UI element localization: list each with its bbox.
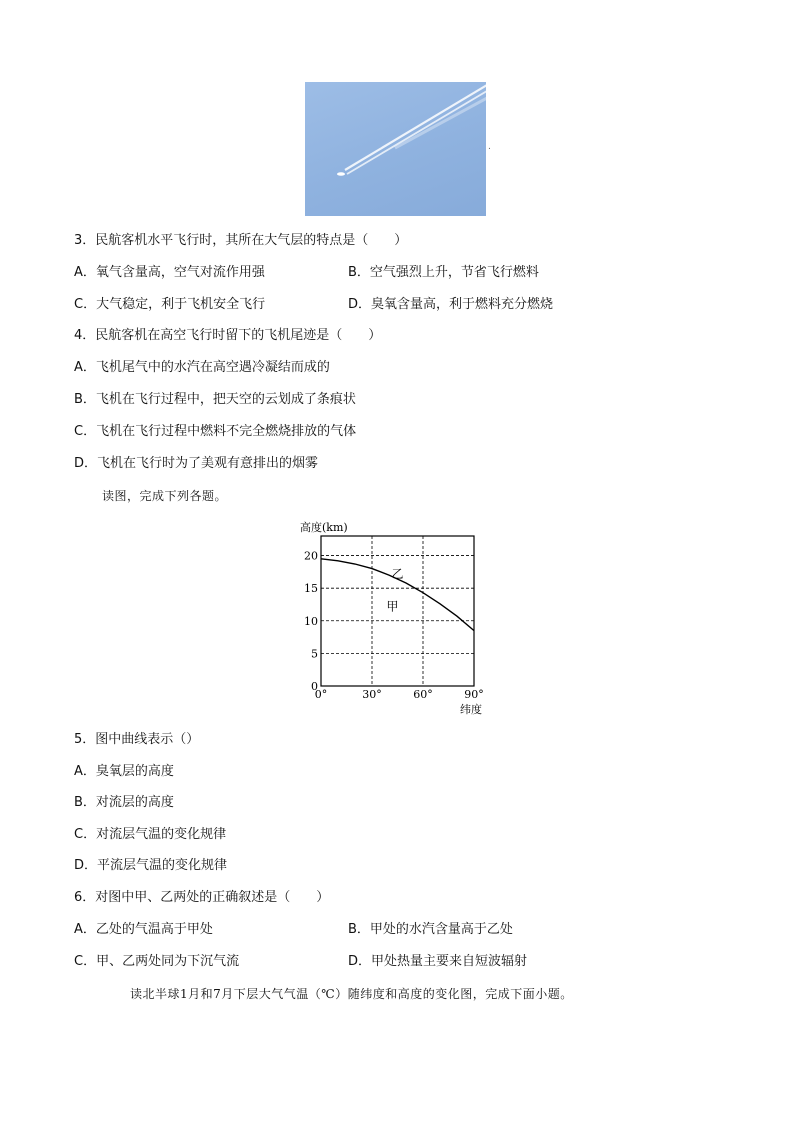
- contrail-trail-2: [347, 91, 486, 174]
- q5-option-d: D．平流层气温的变化规律: [74, 858, 228, 873]
- q3-option-d: D．臭氧含量高，利于燃料充分燃烧: [348, 297, 554, 312]
- y-tick-label: 20: [304, 549, 318, 563]
- y-tick-label: 0: [311, 680, 318, 693]
- y-tick-label: 5: [311, 647, 318, 661]
- x-tick-label: 60°: [413, 688, 433, 701]
- altitude-latitude-chart: [298, 518, 498, 718]
- q4-stem: 4．民航客机在高空飞行时留下的飞机尾迹是（ ）: [74, 328, 382, 343]
- x-tick-labels: [315, 688, 484, 701]
- y-axis-label: 高度(km): [300, 521, 348, 534]
- airplane-icon: [337, 172, 345, 176]
- x-tick-label: 0°: [314, 688, 328, 701]
- q5-stem: 5．图中曲线表示（）: [74, 732, 200, 747]
- x-axis-label: 纬度: [460, 703, 482, 716]
- q6-option-c: C．甲、乙两处同为下沉气流: [74, 954, 240, 969]
- q5-option-b: B．对流层的高度: [74, 795, 174, 810]
- q6-option-d: D．甲处热量主要来自短波辐射: [348, 954, 528, 969]
- chart-annotations: [386, 567, 403, 614]
- q3-option-c: C．大气稳定，利于飞机安全飞行: [74, 297, 266, 312]
- q5-option-c: C．对流层气温的变化规律: [74, 827, 227, 842]
- q6-option-b: B．甲处的水汽含量高于乙处: [348, 922, 513, 937]
- reading-instruction-2: 读北半球1月和7月下层大气气温（℃）随纬度和高度的变化图，完成下面小题。: [130, 987, 573, 1001]
- annotation-label: 乙: [391, 566, 404, 581]
- stray-mark: .: [488, 142, 491, 152]
- q5-option-a: A．臭氧层的高度: [74, 764, 174, 779]
- y-tick-label: 15: [304, 582, 318, 596]
- q3-option-a: A．氧气含量高，空气对流作用强: [74, 265, 265, 280]
- x-tick-label: 30°: [362, 688, 382, 701]
- q4-option-b: B．飞机在飞行过程中，把天空的云划成了条痕状: [74, 392, 356, 407]
- q6-stem: 6．对图中甲、乙两处的正确叙述是（ ）: [74, 890, 330, 905]
- annotation-label: 甲: [386, 599, 399, 614]
- y-tick-label: 10: [304, 614, 318, 628]
- contrail-photo: [305, 82, 486, 216]
- q3-stem: 3．民航客机水平飞行时，其所在大气层的特点是（ ）: [74, 233, 408, 248]
- q3-option-b: B．空气强烈上升，节省飞行燃料: [348, 265, 539, 280]
- reading-instruction-1: 读图，完成下列各题。: [102, 489, 228, 503]
- contrail-trail-1: [345, 85, 486, 170]
- q4-option-d: D．飞机在飞行时为了美观有意排出的烟雾: [74, 456, 319, 471]
- q4-option-c: C．飞机在飞行过程中燃料不完全燃烧排放的气体: [74, 424, 357, 439]
- x-tick-label: 90°: [464, 688, 484, 701]
- y-tick-labels: [304, 550, 318, 693]
- contrail-trail-3: [395, 98, 486, 148]
- q4-option-a: A．飞机尾气中的水汽在高空遇冷凝结而成的: [74, 360, 330, 375]
- q6-option-a: A．乙处的气温高于甲处: [74, 922, 213, 937]
- contrail-illustration: [305, 82, 486, 216]
